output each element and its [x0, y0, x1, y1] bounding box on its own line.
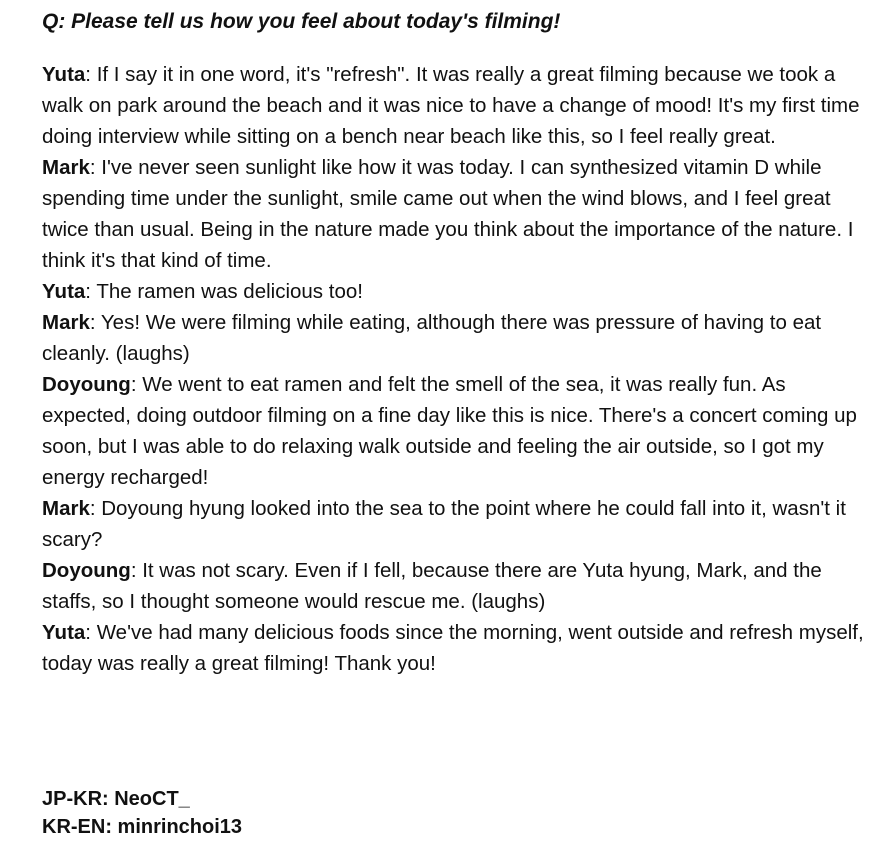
speaker-name: Yuta — [42, 63, 86, 86]
dialogue-line — [42, 555, 872, 617]
dialogue-text: : It was not scary. Even if I fell, because there are Yuta hyung, Mark, and the staffs, so I thought someone would rescue me. (laughs) — [42, 559, 822, 613]
speaker-name: Mark — [42, 156, 90, 179]
speaker-name: Mark — [42, 497, 90, 520]
dialogue-line — [42, 152, 872, 276]
dialogue — [42, 59, 872, 679]
document-body — [42, 6, 872, 679]
dialogue-line — [42, 59, 872, 152]
dialogue-text: : Doyoung hyung looked into the sea to the point where he could fall into it, wasn't it scary? — [42, 497, 846, 551]
dialogue-line — [42, 617, 872, 679]
speaker-name: Yuta — [42, 280, 86, 303]
dialogue-text: : Yes! We were filming while eating, although there was pressure of having to eat cleanly. (laughs) — [42, 311, 822, 365]
translation-credits — [42, 785, 542, 841]
dialogue-text: : We've had many delicious foods since the morning, went outside and refresh myself, today was really a great filming! Thank you! — [42, 621, 864, 675]
speaker-name: Doyoung — [42, 559, 131, 582]
question-heading: Q: Please tell us how you feel about today's filming! — [42, 10, 561, 33]
speaker-name: Yuta — [42, 621, 86, 644]
credit-kr-en: KR-EN: minrinchoi13 — [42, 816, 243, 838]
credit-jp-kr: JP-KR: NeoCT_ — [42, 788, 190, 810]
speaker-name: Doyoung — [42, 373, 131, 396]
dialogue-text: : I've never seen sunlight like how it was today. I can synthesized vitamin D while spending time under the sunlight, smile came out when the wind blows, and I feel great twice than usual. Being in the nature made you think about the importance of the nature. I think it's that kind of time. — [42, 156, 854, 272]
dialogue-line — [42, 493, 872, 555]
dialogue-text: : The ramen was delicious too! — [85, 280, 363, 303]
dialogue-text: : We went to eat ramen and felt the smell of the sea, it was really fun. As expected, doing outdoor filming on a fine day like this is nice. There's a concert coming up soon, but I was able to do relaxing walk outside and feeling the air outside, so I got my energy recharged! — [42, 373, 857, 489]
dialogue-line — [42, 276, 872, 307]
speaker-name: Mark — [42, 311, 90, 334]
dialogue-line — [42, 369, 872, 493]
dialogue-text: : If I say it in one word, it's "refresh". It was really a great filming because we took a walk on park around the beach and it was nice to have a change of mood! It's my first time doing interview while sitting on a bench near beach like this, so I feel really great. — [42, 63, 860, 148]
dialogue-line — [42, 307, 872, 369]
